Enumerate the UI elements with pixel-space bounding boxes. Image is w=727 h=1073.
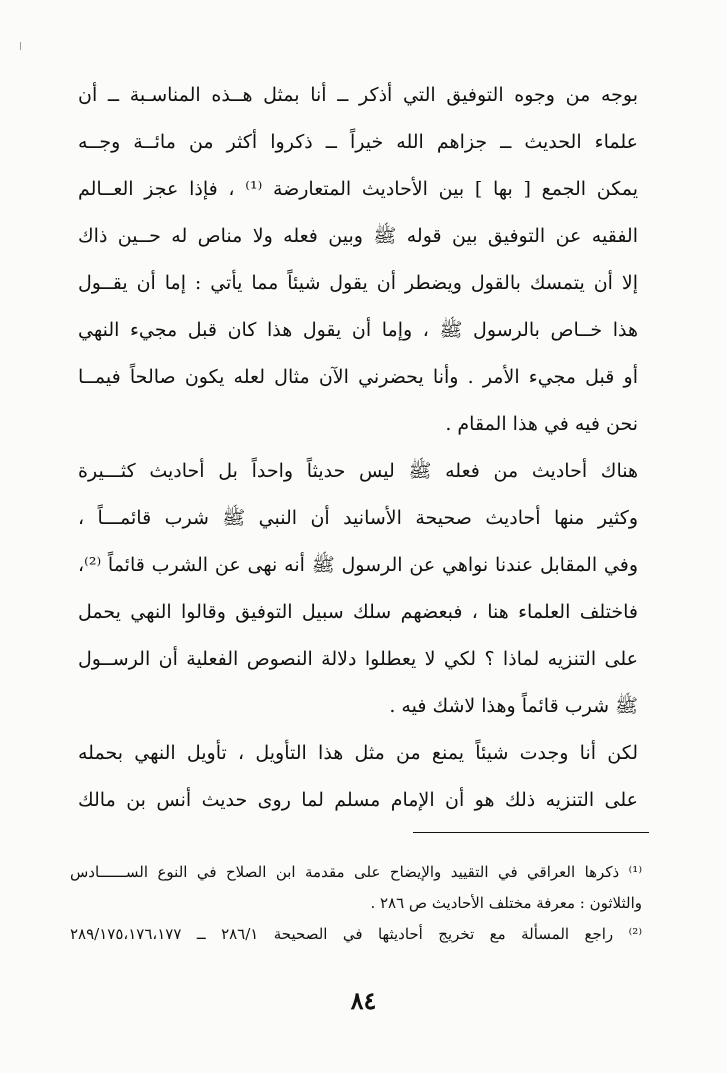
text-line: بوجه من وجوه التوفيق التي أذكر ــ أنا بمثل هــذه المناسـبة ــ أن <box>78 84 638 106</box>
footnotes <box>70 857 642 950</box>
footnote-divider <box>413 832 649 833</box>
footnote-line: ⁽²⁾ راجع المسألة مع تخريج أحاديثها في الصحيحة ٢٨٦/١ ــ ٢٨٩/١٧٥،١٧٦،١٧٧ <box>70 925 642 943</box>
text-line: على التنزيه ذلك هو أن الإمام مسلم لما روى حديث أنس بن مالك <box>78 789 638 811</box>
text-line: هناك أحاديث من فعله ﷺ ليس حديثاً واحداً بل أحاديث كثـــيرة <box>78 460 638 482</box>
text-line: هذا خــاص بالرسول ﷺ ، وإما أن يقول هذا كان قبل مجيء النهي <box>78 319 638 341</box>
main-text <box>78 72 638 824</box>
page-number: ٨٤ <box>350 986 377 1015</box>
text-line: على التنزيه لماذا ؟ لكي لا يعطلوا دلالة النصوص الفعلية أن الرســول <box>78 648 638 670</box>
margin-mark <box>20 42 21 50</box>
text-line: فاختلف العلماء هنا ، فبعضهم سلك سبيل التوفيق وقالوا النهي يحمل <box>78 601 638 623</box>
text-line: إلا أن يتمسك بالقول ويضطر أن يقول شيئاً مما يأتي : إما أن يقــول <box>78 272 638 294</box>
text-line: لكن أنا وجدت شيئاً يمنع من مثل هذا التأويل ، تأويل النهي بحمله <box>78 742 638 764</box>
text-line: ﷺ شرب قائماً وهذا لاشك فيه . <box>389 695 638 717</box>
text-line: وكثير منها أحاديث صحيحة الأسانيد أن النبي ﷺ شرب قائمـــاً ، <box>78 507 638 529</box>
text-line: علماء الحديث ــ جزاهم الله خيراً ــ ذكروا أكثر من مائــة وجــه <box>78 131 638 153</box>
text-line: وفي المقابل عندنا نواهي عن الرسول ﷺ أنه نهى عن الشرب قائماً ⁽²⁾، <box>78 554 638 576</box>
text-line: نحن فيه في هذا المقام . <box>445 413 638 435</box>
footnote-line: والثلاثون : معرفة مختلف الأحاديث ص ٢٨٦ . <box>370 894 642 912</box>
text-line: الفقيه عن التوفيق بين قوله ﷺ وبين فعله ولا مناص له حــين ذاك <box>78 225 638 247</box>
text-line: يمكن الجمع [ بها ] بين الأحاديث المتعارضة ⁽¹⁾ ، فإذا عجز العــالم <box>78 178 638 200</box>
footnote-line: ⁽¹⁾ ذكرها العراقي في التقييد والإيضاح على مقدمة ابن الصلاح في النوع الســــــادس <box>70 863 642 881</box>
text-line: أو قبل مجيء الأمر . وأنا يحضرني الآن مثال لعله يكون صالحاً فيمــا <box>78 366 638 388</box>
